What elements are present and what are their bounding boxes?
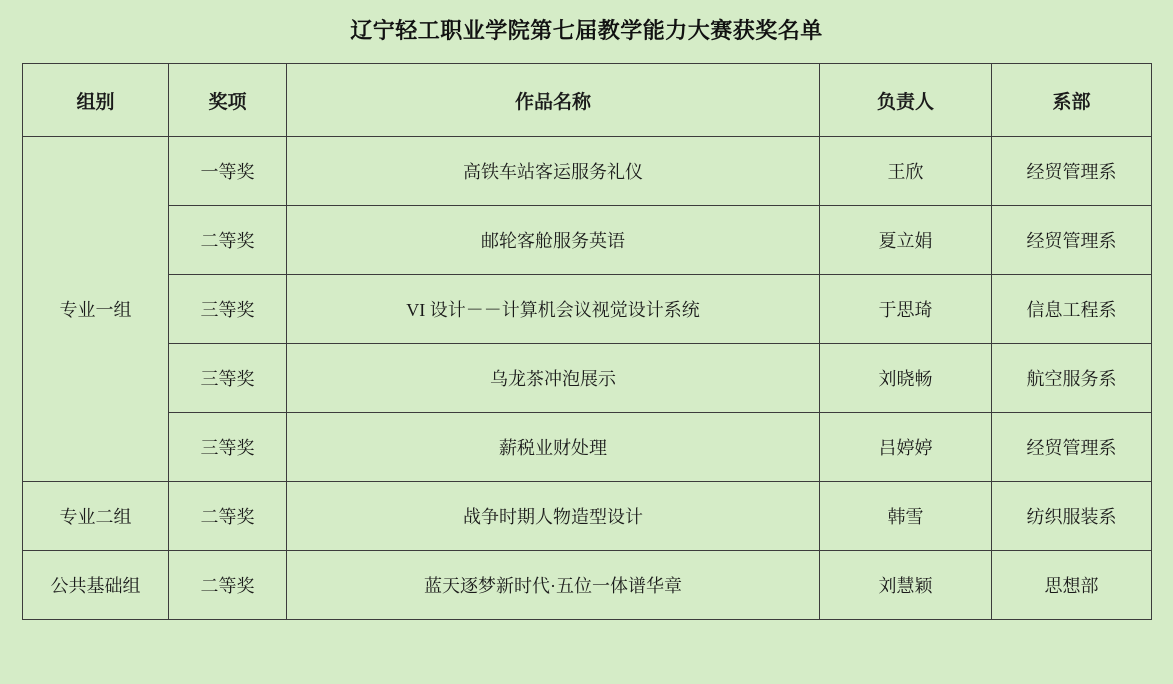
- table-header-row: [23, 64, 1152, 137]
- table-row: [23, 482, 1152, 551]
- dept-cell: 经贸管理系: [992, 206, 1152, 275]
- award-cell: 二等奖: [169, 482, 287, 551]
- column-header-group: 组别: [23, 64, 169, 137]
- table-row: [23, 551, 1152, 620]
- table-row: [23, 206, 1152, 275]
- owner-cell: 王欣: [820, 137, 992, 206]
- work-cell: 战争时期人物造型设计: [287, 482, 820, 551]
- page-title: 辽宁轻工职业学院第七届教学能力大赛获奖名单: [350, 18, 823, 43]
- owner-cell: 韩雪: [820, 482, 992, 551]
- dept-cell: 信息工程系: [992, 275, 1152, 344]
- work-cell: VI 设计－－计算机会议视觉设计系统: [287, 275, 820, 344]
- column-header-award: 奖项: [169, 64, 287, 137]
- award-cell: 三等奖: [169, 413, 287, 482]
- work-cell: 高铁车站客运服务礼仪: [287, 137, 820, 206]
- owner-cell: 刘慧颖: [820, 551, 992, 620]
- group-cell: 公共基础组: [23, 551, 169, 620]
- work-cell: 蓝天逐梦新时代·五位一体谱华章: [287, 551, 820, 620]
- work-cell: 邮轮客舱服务英语: [287, 206, 820, 275]
- table-row: [23, 137, 1152, 206]
- dept-cell: 经贸管理系: [992, 413, 1152, 482]
- table-body: [23, 137, 1152, 620]
- award-cell: 三等奖: [169, 275, 287, 344]
- dept-cell: 航空服务系: [992, 344, 1152, 413]
- table-row: [23, 413, 1152, 482]
- award-cell: 三等奖: [169, 344, 287, 413]
- dept-cell: 经贸管理系: [992, 137, 1152, 206]
- award-cell: 二等奖: [169, 206, 287, 275]
- owner-cell: 吕婷婷: [820, 413, 992, 482]
- work-cell: 乌龙茶冲泡展示: [287, 344, 820, 413]
- dept-cell: 思想部: [992, 551, 1152, 620]
- owner-cell: 刘晓畅: [820, 344, 992, 413]
- award-cell: 二等奖: [169, 551, 287, 620]
- table-row: [23, 344, 1152, 413]
- column-header-work: 作品名称: [287, 64, 820, 137]
- award-cell: 一等奖: [169, 137, 287, 206]
- owner-cell: 于思琦: [820, 275, 992, 344]
- award-list-table: [22, 63, 1152, 620]
- work-cell: 薪税业财处理: [287, 413, 820, 482]
- group-cell: 专业一组: [23, 137, 169, 482]
- table-row: [23, 275, 1152, 344]
- dept-cell: 纺织服装系: [992, 482, 1152, 551]
- column-header-owner: 负责人: [820, 64, 992, 137]
- column-header-dept: 系部: [992, 64, 1152, 137]
- group-cell: 专业二组: [23, 482, 169, 551]
- owner-cell: 夏立娟: [820, 206, 992, 275]
- table-header: [23, 64, 1152, 137]
